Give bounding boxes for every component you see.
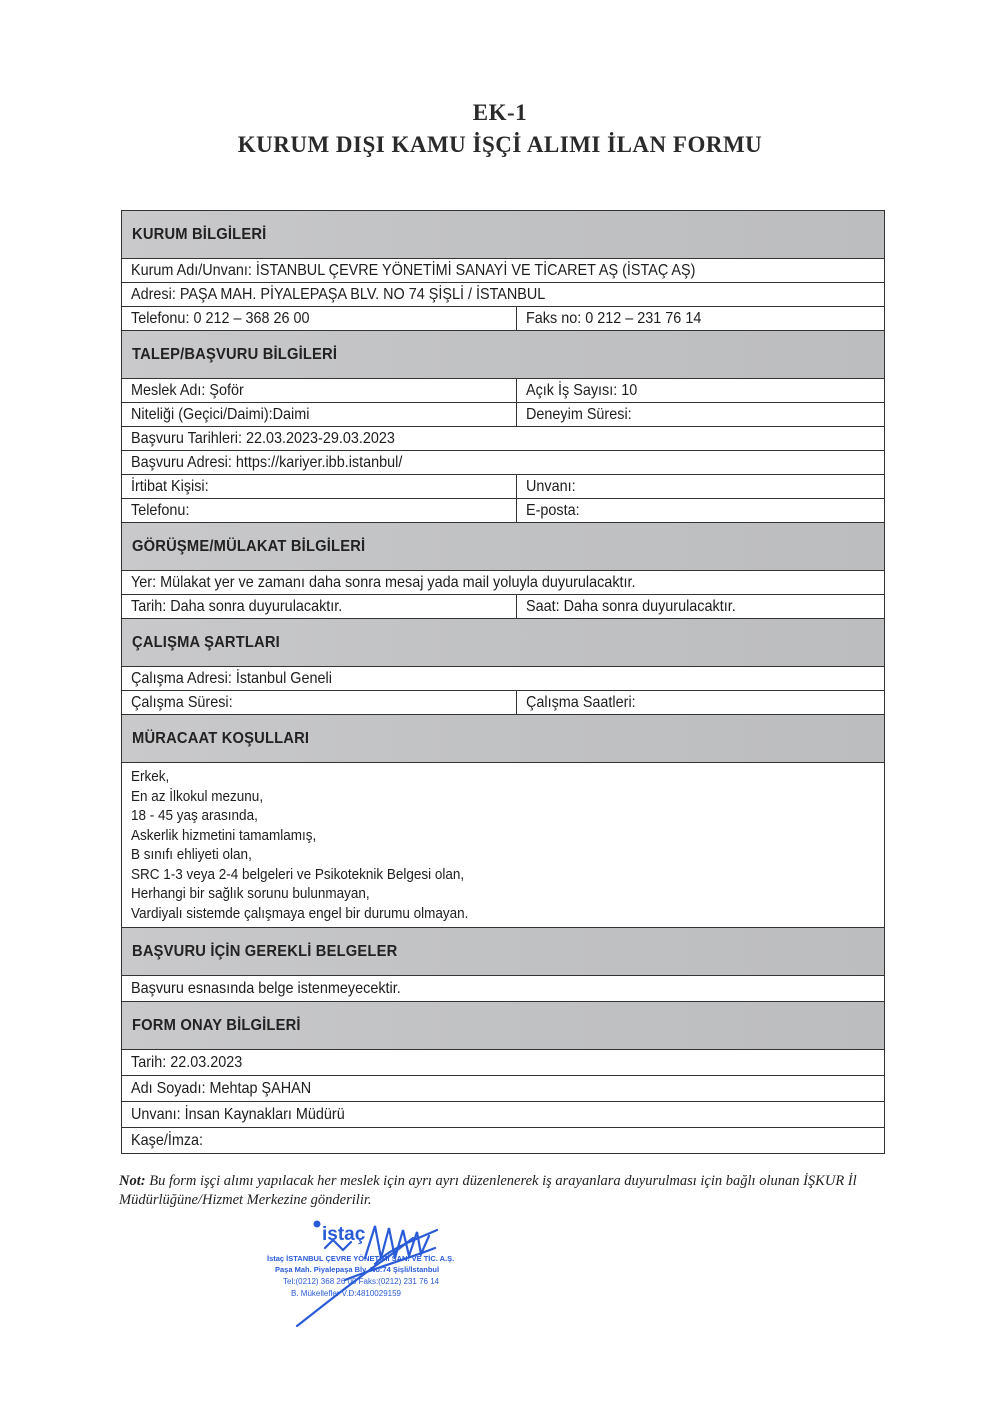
stamp-signature-label: Kaşe/İmza: [131, 1132, 204, 1149]
work-hours: Çalışma Saatleri: [526, 694, 636, 711]
section-header-belgeler [122, 928, 884, 976]
kurum-address: Adresi: PAŞA MAH. PİYALEPAŞA BLV. NO 74 ŞİŞLİ / İSTANBUL [131, 286, 546, 303]
requirement-item: Erkek, [131, 768, 170, 785]
document-title: KURUM DIŞI KAMU İŞÇİ ALIMI İLAN FORMU [237, 132, 763, 157]
work-address: Çalışma Adresi: İstanbul Geneli [131, 670, 332, 687]
belgeler-row [122, 976, 884, 1002]
interview-time: Saat: Daha sonra duyurulacaktır. [526, 598, 736, 615]
footnote [119, 1172, 909, 1210]
stamp-line-3: Tel:(0212) 368 26 00 Faks:(0212) 231 76 14 [283, 1277, 440, 1286]
requirement-item: 18 - 45 yaş arasında, [131, 807, 258, 824]
requirement-item: B sınıfı ehliyeti olan, [131, 846, 252, 863]
gorusme-row [122, 571, 884, 595]
section-header-muracaat [122, 715, 884, 763]
section-title: FORM ONAY BİLGİLERİ [132, 1016, 301, 1034]
stamp-logo: istaç [322, 1224, 366, 1245]
company-stamp-signature [225, 1218, 465, 1328]
onay-row [122, 1076, 884, 1102]
interview-place: Yer: Mülakat yer ve zamanı daha sonra mesaj yada mail yoluyla duyurulacaktır. [131, 574, 636, 591]
contact-person: İrtibat Kişisi: [131, 478, 209, 495]
calisma-row [122, 667, 884, 691]
contact-phone: Telefonu: [131, 502, 190, 519]
section-header-talep [122, 331, 884, 379]
job-posting-form [121, 210, 885, 1154]
onay-row [122, 1102, 884, 1128]
onay-row [122, 1050, 884, 1076]
onay-row [122, 1128, 884, 1154]
section-title: BAŞVURU İÇİN GEREKLİ BELGELER [132, 942, 398, 960]
section-header-gorusme [122, 523, 884, 571]
requirement-item: En az İlkokul mezunu, [131, 787, 264, 805]
section-header-calisma [122, 619, 884, 667]
section-header-onay [122, 1002, 884, 1050]
signature-scribble [297, 1226, 437, 1326]
note-text: Bu form işçi alımı yapılacak her meslek için ayrı ayrı düzenlenerek iş arayanlara duyurulması için bağlı olunan İŞKUR İl Müdürlüğüne/Hizmet Merkezine gönderilir. [119, 1173, 857, 1208]
requirement-item: Vardiyalı sistemde çalışmaya engel bir durumu olmayan. [131, 904, 469, 922]
application-dates: Başvuru Tarihleri: 22.03.2023-29.03.2023 [131, 430, 395, 447]
requirement-item: Askerlik hizmetini tamamlamış, [131, 826, 317, 844]
talep-row [122, 379, 884, 403]
gorusme-row [122, 595, 884, 619]
nature: Niteliği (Geçici/Daimi):Daimi [131, 406, 310, 423]
interview-date: Tarih: Daha sonra duyurulacaktır. [131, 598, 343, 615]
talep-row [122, 499, 884, 523]
documents-text: Başvuru esnasında belge istenmeyecektir. [131, 980, 401, 997]
section-title: TALEP/BAŞVURU BİLGİLERİ [132, 345, 338, 363]
talep-row [122, 475, 884, 499]
talep-row [122, 451, 884, 475]
requirements-list [122, 763, 884, 927]
approval-date: Tarih: 22.03.2023 [131, 1054, 243, 1071]
contact-email: E-posta: [526, 502, 580, 519]
section-header-kurum [122, 211, 884, 259]
kurum-fax: Faks no: 0 212 – 231 76 14 [526, 310, 702, 327]
approver-title: Unvanı: İnsan Kaynakları Müdürü [131, 1106, 345, 1123]
document-code: EK-1 [472, 100, 528, 125]
profession: Meslek Adı: Şoför [131, 382, 244, 399]
application-url: Başvuru Adresi: https://kariyer.ibb.istanbul/ [131, 454, 403, 471]
stamp-line-1: İstaç İSTANBUL ÇEVRE YÖNETİMİ SAN. VE TİC. A.Ş. [267, 1254, 455, 1263]
section-title: MÜRACAAT KOŞULLARI [132, 729, 310, 747]
kurum-address-row [122, 283, 884, 307]
calisma-row [122, 691, 884, 715]
kurum-name: Kurum Adı/Unvanı: İSTANBUL ÇEVRE YÖNETİMİ SANAYİ VE TİCARET AŞ (İSTAÇ AŞ) [131, 262, 696, 279]
contact-title: Unvanı: [526, 478, 576, 495]
experience: Deneyim Süresi: [526, 406, 632, 423]
openings: Açık İş Sayısı: 10 [526, 382, 638, 399]
stamp-line-4: B. Mükellefler V.D:4810029159 [291, 1289, 401, 1298]
work-duration: Çalışma Süresi: [131, 694, 233, 711]
kurum-contact-row [122, 307, 884, 331]
kurum-phone: Telefonu: 0 212 – 368 26 00 [131, 310, 310, 327]
requirement-item: SRC 1-3 veya 2-4 belgeleri ve Psikoteknik Belgesi olan, [131, 865, 465, 883]
requirement-item: Herhangi bir sağlık sorunu bulunmayan, [131, 885, 370, 902]
approver-name: Adı Soyadı: Mehtap ŞAHAN [131, 1080, 312, 1097]
stamp-logo-dot [314, 1221, 321, 1228]
talep-row [122, 427, 884, 451]
section-title: ÇALIŞMA ŞARTLARI [132, 633, 280, 651]
section-title: KURUM BİLGİLERİ [132, 225, 267, 243]
talep-row [122, 403, 884, 427]
note-label: Not: [119, 1173, 146, 1189]
kurum-name-row [122, 259, 884, 283]
stamp-line-2: Paşa Mah. Piyalepaşa Blv. No:74 Şişli/İstanbul [275, 1265, 440, 1274]
section-title: GÖRÜŞME/MÜLAKAT BİLGİLERİ [132, 537, 366, 555]
requirements-row [122, 763, 884, 928]
